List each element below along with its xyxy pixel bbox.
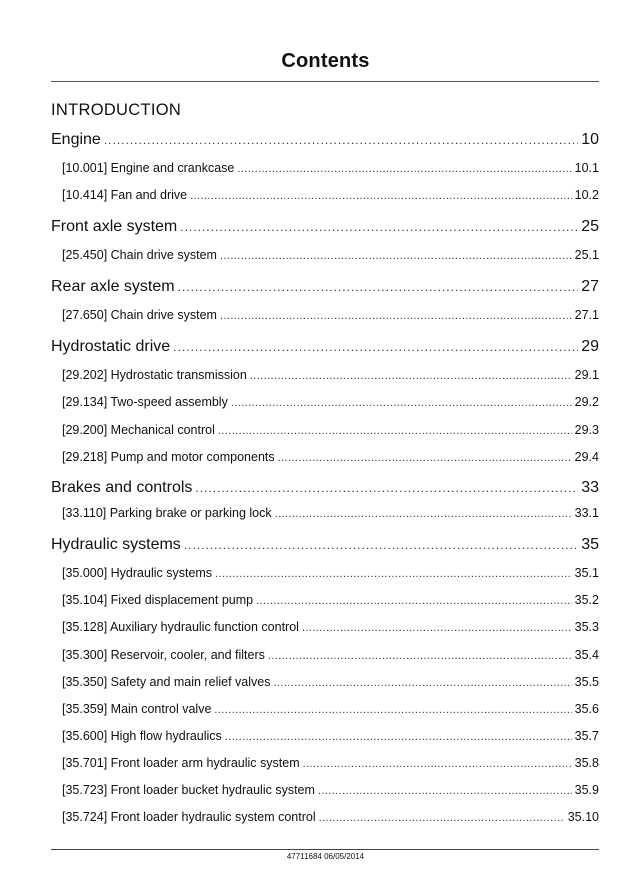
toc-leader-dots [275, 508, 572, 520]
toc-entry-label: [35.104] Fixed displacement pump [62, 593, 254, 607]
toc-entry-label: [35.300] Reservoir, cooler, and filters [62, 648, 265, 662]
toc-entry-label: [35.723] Front loader bucket hydraulic system [62, 783, 315, 797]
toc-leader-dots [225, 731, 572, 743]
toc-entry[interactable] [62, 756, 599, 772]
toc-entry[interactable] [62, 675, 599, 691]
toc-entry-label: [33.110] Parking brake or parking lock [62, 506, 272, 520]
toc-leader-dots [184, 538, 578, 552]
toc-leader-dots [302, 622, 572, 634]
toc-leader-dots [273, 677, 571, 689]
toc-entry-label: [29.200] Mechanical control [62, 423, 215, 437]
toc-entry[interactable] [62, 783, 599, 799]
toc-leader-dots [231, 397, 572, 409]
footer-divider [51, 849, 599, 850]
toc-entry-page: 35.1 [574, 566, 599, 580]
toc-leader-dots [215, 568, 572, 580]
toc-leader-dots [268, 650, 572, 662]
toc-entry-label: [35.724] Front loader hydraulic system control [62, 810, 316, 824]
toc-section-page: 35 [581, 536, 599, 553]
introduction-heading: INTRODUCTION [51, 101, 182, 119]
toc-leader-dots [104, 133, 578, 147]
toc-entry[interactable] [62, 566, 599, 582]
toc-entry-page: 35.8 [574, 756, 599, 770]
toc-section-rear-axle-system[interactable] [51, 278, 599, 298]
toc-entry-page: 29.4 [574, 450, 599, 464]
toc-entry[interactable] [62, 648, 599, 664]
toc-section-page: 27 [581, 278, 599, 295]
toc-entry-label: [29.202] Hydrostatic transmission [62, 368, 247, 382]
toc-entry[interactable] [62, 506, 599, 522]
toc-entry-page: 29.1 [574, 368, 599, 382]
toc-section-front-axle-system[interactable] [51, 218, 599, 238]
toc-entry[interactable] [62, 620, 599, 636]
toc-entry-page: 35.5 [574, 675, 599, 689]
toc-leader-dots [173, 340, 578, 354]
toc-entry-page: 27.1 [574, 308, 599, 322]
toc-entry-label: [25.450] Chain drive system [62, 248, 217, 262]
toc-leader-dots [180, 220, 578, 234]
toc-leader-dots [319, 812, 565, 824]
toc-section-brakes-and-controls[interactable] [51, 479, 599, 499]
toc-section-label: Brakes and controls [51, 479, 193, 496]
toc-entry-page: 25.1 [574, 248, 599, 262]
toc-leader-dots [195, 481, 578, 495]
toc-section-engine[interactable] [51, 131, 599, 151]
toc-section-page: 29 [581, 338, 599, 355]
toc-leader-dots [318, 785, 572, 797]
toc-section-label: Front axle system [51, 218, 178, 235]
toc-entry[interactable] [62, 368, 599, 384]
toc-entry-page: 10.2 [574, 188, 599, 202]
toc-entry-label: [35.701] Front loader arm hydraulic system [62, 756, 300, 770]
toc-entry[interactable] [62, 702, 599, 718]
toc-entry-page: 29.2 [574, 395, 599, 409]
toc-entry-label: [35.350] Safety and main relief valves [62, 675, 271, 689]
toc-entry-page: 33.1 [574, 506, 599, 520]
toc-entry[interactable] [62, 450, 599, 466]
title-divider [51, 81, 599, 82]
toc-entry-label: [27.650] Chain drive system [62, 308, 217, 322]
footer-doc-id: 47711684 06/05/2014 [286, 852, 365, 861]
toc-entry-page: 29.3 [574, 423, 599, 437]
toc-entry-label: [35.128] Auxiliary hydraulic function control [62, 620, 299, 634]
toc-section-label: Hydrostatic drive [51, 338, 171, 355]
toc-entry-page: 35.2 [574, 593, 599, 607]
toc-section-label: Rear axle system [51, 278, 175, 295]
toc-entry-page: 35.7 [574, 729, 599, 743]
toc-leader-dots [220, 310, 572, 322]
toc-entry-page: 10.1 [574, 161, 599, 175]
toc-leader-dots [190, 190, 572, 202]
toc-leader-dots [220, 250, 572, 262]
toc-leader-dots [278, 452, 572, 464]
toc-entry-label: [35.000] Hydraulic systems [62, 566, 213, 580]
toc-leader-dots [214, 704, 571, 716]
toc-entry[interactable] [62, 593, 599, 609]
toc-entry-page: 35.10 [567, 810, 599, 824]
toc-section-page: 33 [581, 479, 599, 496]
toc-entry-label: [35.359] Main control valve [62, 702, 212, 716]
toc-section-hydrostatic-drive[interactable] [51, 338, 599, 358]
page-title: Contents [281, 50, 370, 72]
toc-leader-dots [178, 280, 579, 294]
toc-entry-label: [10.414] Fan and drive [62, 188, 188, 202]
toc-entry[interactable] [62, 423, 599, 439]
toc-entry-page: 35.9 [574, 783, 599, 797]
toc-entry-page: 35.6 [574, 702, 599, 716]
toc-entry-page: 35.3 [574, 620, 599, 634]
toc-entry-label: [29.218] Pump and motor components [62, 450, 275, 464]
toc-section-label: Engine [51, 131, 101, 148]
toc-entry-label: [29.134] Two-speed assembly [62, 395, 228, 409]
toc-section-label: Hydraulic systems [51, 536, 181, 553]
toc-leader-dots [256, 595, 572, 607]
toc-leader-dots [218, 425, 572, 437]
toc-entry[interactable] [62, 729, 599, 745]
toc-section-page: 25 [581, 218, 599, 235]
toc-entry[interactable] [62, 188, 599, 204]
toc-entry[interactable] [62, 308, 599, 324]
toc-entry[interactable] [62, 395, 599, 411]
toc-entry-label: [35.600] High flow hydraulics [62, 729, 222, 743]
toc-entry[interactable] [62, 248, 599, 264]
toc-leader-dots [250, 370, 572, 382]
toc-entry-page: 35.4 [574, 648, 599, 662]
toc-section-page: 10 [581, 131, 599, 148]
toc-leader-dots [237, 163, 571, 175]
toc-entry[interactable] [62, 161, 599, 177]
toc-entry[interactable] [62, 810, 599, 826]
toc-leader-dots [303, 758, 572, 770]
toc-entry-label: [10.001] Engine and crankcase [62, 161, 235, 175]
toc-section-hydraulic-systems[interactable] [51, 536, 599, 556]
